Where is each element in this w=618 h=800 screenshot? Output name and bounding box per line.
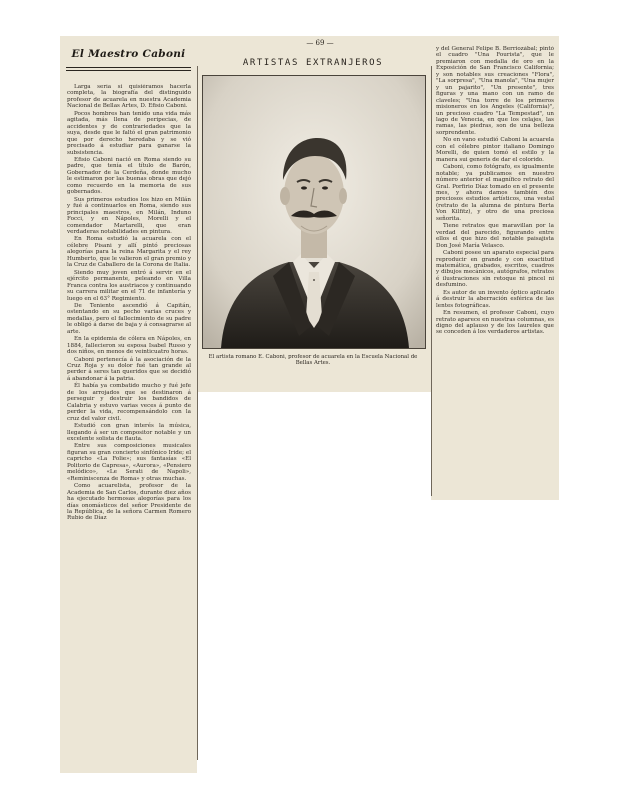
paragraph: Caboni, como fotógrafo, es igualmente notable; ya publicamos en nuestro número anterior el magnífico retrato del Gral. Porfirio Díaz tomado en el presente mes, y ahora damos también dos preciosos estudios artísticos, una vestal (retrato de la alumna de pintura Berta Von Kilfitz), y otro de una preciosa señorita. <box>436 164 554 222</box>
portrait-photo <box>202 75 426 349</box>
paragraph: En resumen, el profesor Caboni, cuyo retrato aparece en nuestras columnas, es digno del aplauso y de los laureles que se conceden á los verdaderos artistas. <box>436 310 554 336</box>
paragraph: Tiene retratos que maravillan por la verdad del parecido, figurando entre ellos el que hizo del notable paisajista Don José María Velasco. <box>436 223 554 249</box>
section-heading: ARTISTAS EXTRANJEROS <box>242 58 384 68</box>
paragraph: Él había ya combatido mucho y fué jefe de los arrojados que se destinaron á perseguir y destruir los bandidos de Calabria y estuvo varias veces á punto de perder la vida, recompensándolo con la cruz del valor civil. <box>67 383 191 422</box>
paragraph: Larga sería si quisiéramos hacerla completa, la biografía del distinguido profesor de acuarela en nuestra Academia Nacional de Bellas Artes, D. Efisio Caboni. <box>67 84 191 110</box>
paragraph: y del General Felipe B. Berriozábal; pintó el cuadro "Una Fourista", que le premiaron con medalla de oro en la Exposición de San Francisco California; y son notables sus creaciones "Flora", "La sorpresa", "Una manola", "Una mujer y un pajarito", "Un presente", tres figuras y una mano con un ramo de claveles; "Una torre de los primeros misioneros en los Angeles (California)", un precioso cuadro "La Tempestad", un lago de Venecia, en que los celajes, las ramas, las piedras, son de una belleza sorprendente. <box>436 46 554 136</box>
photo-caption: El artista romano E. Caboni, profesor de acuarela en la Escuela Nacional de Bellas Artes. <box>208 354 418 367</box>
paragraph: Pocos hombres han tenido una vida más agitada, más llena de peripecias, de accidentes y de contrariedades que la suya, desde que le faltó el gran patrimonio que por derecho heredaba y se vió precisado á estudiar para ganarse la subsistencia. <box>67 110 191 156</box>
column-divider <box>197 66 198 760</box>
paragraph: Como acuarelista, profesor de la Academia de San Carlos, durante diez años ha ejecutado hermosas alegorías para los días onomásticos del señor Presidente de la República, de la señora Carmen Romero Rubio de Díaz <box>67 483 191 522</box>
title-rule <box>66 70 191 71</box>
paragraph: Es autor de un invento óptico aplicado á destruir la aberración esférica de las lentes fotográficas. <box>436 289 554 309</box>
title-rule <box>66 67 191 68</box>
paragraph: Caboni posee un aparato especial para reproducir en grande y con exactitud matemática, grabados, escritos, cuadros y dibujos mecánicos, autógrafos, retratos é ilustraciones sin retoque ni pincel ni desfumino. <box>436 250 554 289</box>
paragraph: Entre sus composiciones musicales figuran su gran concierto sinfónico Iride; el capricho «La Folie»; sus fantasías «El Politorio de Capresa», «Aurora», «Pensiero melódico», «Le Serati de Napoli», «Reminiscenza de Roma» y otras muchas. <box>67 443 191 482</box>
paragraph: Caboni pertenecía á la asociación de la Cruz Roja y su dolor fué tan grande al perder á seres tan queridos que se decidió á abandonar á la patria. <box>67 356 191 382</box>
paragraph: No en vano estudió Caboni la acuarela con el célebre pintor italiano Domingo Morelli, de quien tomó el estilo y la manera sui generis de dar el colorido. <box>436 137 554 163</box>
paragraph: Efisio Caboni nació en Roma siendo su padre, que tenía el título de Barón, Gobernador de la Cerdeña, donde mucho le estimaron por las buenas obras que dejó como recuerdo en la memoria de sus gobernados. <box>67 156 191 196</box>
column-divider <box>431 66 432 496</box>
page-number: — 69 — <box>306 39 334 47</box>
left-column-text <box>67 84 191 764</box>
paragraph: En la epidemia de cólera en Nápoles, en 1884, fallecieron su esposa Isabel Russo y dos niños, en menos de veinticuatro horas. <box>67 336 191 356</box>
paragraph: En Roma estudió la acuarela con el célebre Pisani y allí pintó preciosas alegorías para la reina Margarita y el rey Humberto, que le valieron el gran premio y la Cruz de Caballero de la Corona de Italia. <box>67 236 191 269</box>
paragraph: De Teniente ascendió á Capitán, ostentando en su pecho varias cruces y medallas, pero el fallecimiento de su padre le obligó á darse de baja y á consagrarse al arte. <box>67 302 191 335</box>
paragraph: Sus primeros estudios los hizo en Milán y fué á continuarlos en Roma, siendo sus principales maestros, en Milán, Induno Focci, y en Nápoles, Morelli y el comendador Martarelli, que eran verdaderas notabilidades en pintura. <box>67 196 191 235</box>
right-column-text <box>436 46 554 496</box>
article-title: El Maestro Caboni <box>71 48 186 60</box>
paragraph: Estudió con gran interés la música, llegando á ser un compositor notable y un excelente solista de flauta. <box>67 423 191 443</box>
portrait-image <box>203 76 425 348</box>
paragraph: Siendo muy joven entró á servir en el ejército permanente, peleando en Villa Franca contra los austriacos y continuando su carrera militar en el 71 de infantería y luego en el 63° Regimiento. <box>67 269 191 302</box>
